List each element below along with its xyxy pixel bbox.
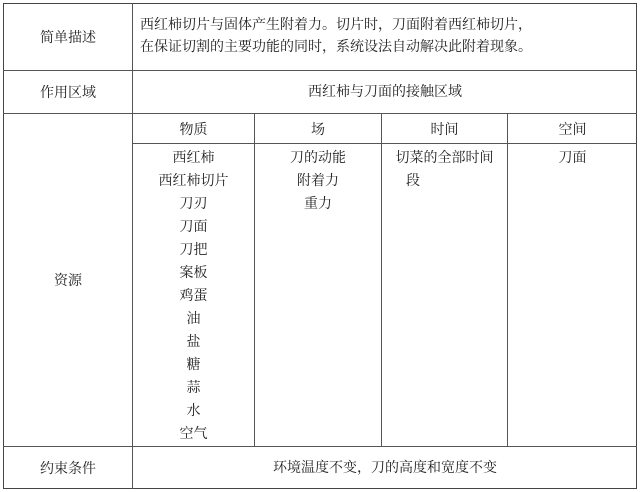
header-divider (132, 143, 637, 144)
header-time: 时间 (430, 122, 459, 138)
header-space: 空间 (558, 122, 587, 138)
description-label: 简单描述 (40, 30, 96, 46)
space-list (508, 147, 637, 170)
list-item: 油 (186, 311, 201, 327)
list-item: 附着力 (297, 173, 339, 189)
description-line: 在保证切割的主要功能的同时，系统设法自动解决此附着现象。 (140, 39, 532, 55)
substance-list (133, 147, 254, 446)
list-item: 西红柿切片 (158, 173, 229, 189)
list-item: 段 (406, 173, 420, 189)
field-list (255, 147, 381, 216)
list-item: 水 (186, 403, 201, 419)
area-value: 西红柿与刀面的接触区域 (308, 84, 462, 100)
list-item: 刀的动能 (290, 150, 346, 166)
header-field: 场 (311, 122, 325, 138)
area-label: 作用区域 (40, 85, 96, 101)
list-item: 盐 (186, 334, 201, 350)
list-item: 刀刃 (179, 196, 208, 212)
list-item: 空气 (179, 426, 208, 442)
list-item: 鸡蛋 (179, 288, 208, 304)
header-substance: 物质 (179, 122, 208, 138)
list-item: 切菜的全部时间 (395, 150, 494, 166)
list-item: 案板 (179, 265, 208, 281)
resources-label: 资源 (54, 273, 82, 289)
description-text (140, 14, 632, 58)
list-item: 刀把 (179, 242, 208, 258)
list-item: 西红柿 (172, 150, 215, 166)
list-item: 糖 (186, 357, 201, 373)
constraints-value: 环境温度不变，刀的高度和宽度不变 (273, 460, 497, 476)
list-item: 刀面 (179, 219, 208, 235)
description-line: 西红柿切片与固体产生附着力。切片时，刀面附着西红柿切片， (140, 17, 532, 33)
list-item: 蒜 (186, 380, 201, 396)
time-list (382, 147, 507, 193)
list-item: 重力 (304, 196, 332, 212)
list-item: 刀面 (558, 150, 587, 166)
constraints-label: 约束条件 (40, 460, 96, 477)
